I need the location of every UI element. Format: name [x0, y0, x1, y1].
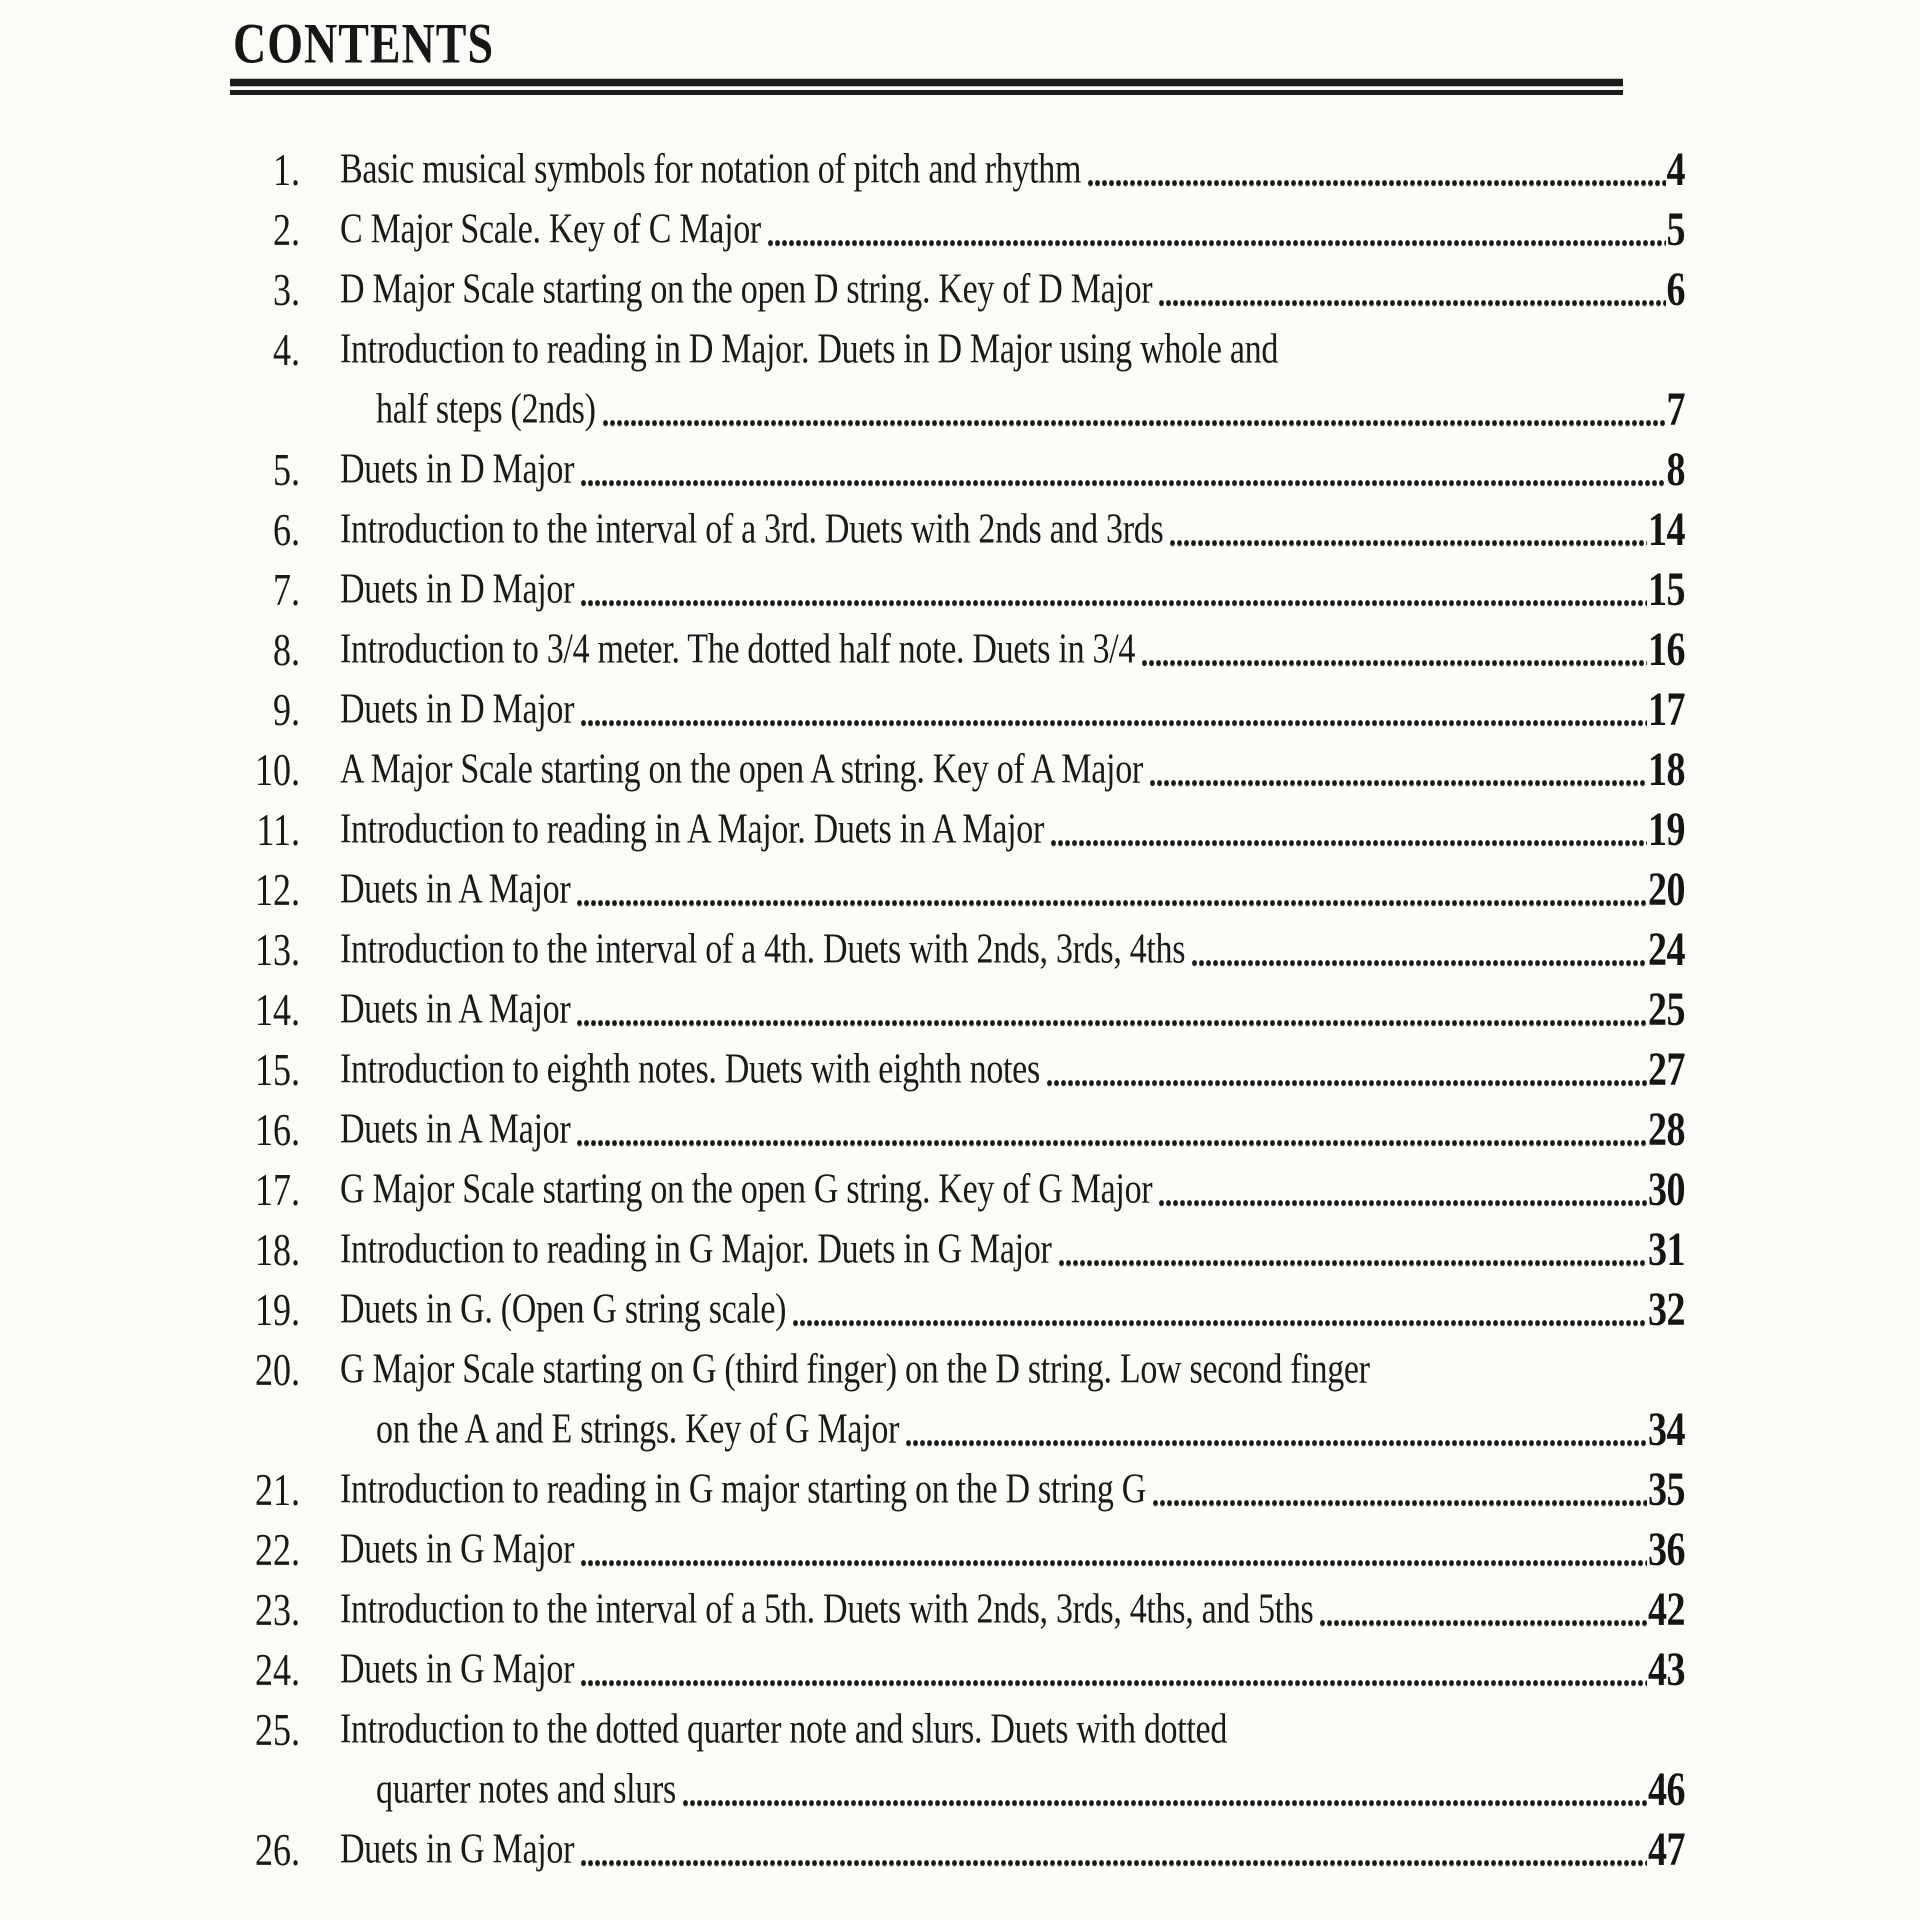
entry-content	[340, 1580, 1685, 1640]
entry-leader-line	[340, 440, 1685, 500]
entry-leader-line	[340, 1580, 1685, 1640]
entry-wrap-line	[340, 1700, 1685, 1760]
entry-title-text: Introduction to reading in G Major. Duets in G Major	[340, 1226, 1052, 1273]
entry-leader-line	[340, 1520, 1685, 1580]
entry-number: 25.	[255, 1705, 300, 1755]
entry-title-text: Introduction to reading in G major starting on the D string G	[340, 1466, 1147, 1513]
toc-entry	[232, 140, 1685, 200]
dot-leader	[1320, 1620, 1647, 1626]
toc-entry	[232, 1340, 1685, 1460]
entry-page-number: 42	[1648, 1583, 1685, 1637]
entry-page-number: 34	[1648, 1403, 1685, 1457]
entry-title-text: Introduction to reading in A Major. Duets in A Major	[340, 806, 1044, 853]
dot-leader	[581, 720, 1647, 726]
dot-leader	[793, 1320, 1647, 1326]
entry-leader-line	[340, 1760, 1685, 1820]
entry-content	[340, 1340, 1685, 1460]
entry-page-number: 8	[1666, 443, 1685, 497]
entry-page-number: 28	[1648, 1103, 1685, 1157]
entry-page-number: 14	[1648, 503, 1685, 557]
entry-number: 6.	[273, 505, 300, 555]
entry-number: 3.	[273, 265, 300, 315]
toc-entry	[232, 320, 1685, 440]
entry-leader-line	[340, 860, 1685, 920]
dot-leader	[768, 240, 1666, 246]
toc-entry	[232, 1640, 1685, 1700]
entry-title-text: half steps (2nds)	[376, 386, 596, 433]
entry-wrap-line	[340, 320, 1685, 380]
toc-entry	[232, 200, 1685, 260]
toc-entry	[232, 680, 1685, 740]
toc-entry	[232, 920, 1685, 980]
entry-page-number: 47	[1648, 1823, 1685, 1877]
entry-title-text: Duets in G Major	[340, 1826, 575, 1873]
entry-content	[340, 980, 1685, 1040]
entry-page-number: 31	[1648, 1223, 1685, 1277]
entry-page-number: 35	[1648, 1463, 1685, 1517]
entry-content	[340, 1100, 1685, 1160]
entry-number: 12.	[255, 865, 300, 915]
entry-title-text: Duets in G. (Open G string scale)	[340, 1286, 787, 1333]
dot-leader	[1150, 780, 1647, 786]
entry-leader-line	[340, 740, 1685, 800]
toc-entry	[232, 1460, 1685, 1520]
entry-title-text: C Major Scale. Key of C Major	[340, 206, 761, 253]
entry-number: 20.	[255, 1345, 300, 1395]
entry-wrap-line	[340, 1340, 1685, 1400]
entry-leader-line	[340, 1220, 1685, 1280]
entry-content	[340, 1220, 1685, 1280]
entry-number: 7.	[273, 565, 300, 615]
entry-title-text: G Major Scale starting on the open G string. Key of G Major	[340, 1166, 1153, 1213]
entry-content	[340, 1820, 1685, 1880]
entry-leader-line	[340, 560, 1685, 620]
entry-number: 10.	[255, 745, 300, 795]
entry-page-number: 46	[1648, 1763, 1685, 1817]
entry-number: 2.	[273, 205, 300, 255]
entry-content	[340, 1280, 1685, 1340]
dot-leader	[581, 1560, 1647, 1566]
dot-leader	[1192, 960, 1647, 966]
dot-leader	[1153, 1500, 1647, 1506]
toc-entry	[232, 1520, 1685, 1580]
toc-entry	[232, 1040, 1685, 1100]
entry-title-text: A Major Scale starting on the open A string. Key of A Major	[340, 746, 1143, 793]
entry-title-text: Introduction to the interval of a 5th. Duets with 2nds, 3rds, 4ths, and 5ths	[340, 1586, 1314, 1633]
dot-leader	[581, 1680, 1647, 1686]
entry-number: 9.	[273, 685, 300, 735]
entry-title-text: Introduction to eighth notes. Duets with eighth notes	[340, 1046, 1040, 1093]
entry-title-text: Introduction to reading in D Major. Duets in D Major using whole and	[340, 326, 1279, 373]
entry-leader-line	[340, 1460, 1685, 1520]
entry-content	[340, 860, 1685, 920]
entry-title-text: Duets in D Major	[340, 446, 575, 493]
dot-leader	[1051, 840, 1647, 846]
dot-leader	[683, 1800, 1647, 1806]
entry-title-text: Introduction to the interval of a 3rd. Duets with 2nds and 3rds	[340, 506, 1164, 553]
dot-leader	[1159, 300, 1665, 306]
entry-leader-line	[340, 260, 1685, 320]
entry-content	[340, 440, 1685, 500]
entry-content	[340, 1040, 1685, 1100]
entry-page-number: 43	[1648, 1643, 1685, 1697]
entry-leader-line	[340, 1100, 1685, 1160]
entry-number: 21.	[255, 1465, 300, 1515]
toc-entry	[232, 1580, 1685, 1640]
entry-number: 17.	[255, 1165, 300, 1215]
toc-entry	[232, 560, 1685, 620]
toc-entry	[232, 1820, 1685, 1880]
dot-leader	[577, 1140, 1647, 1146]
entry-content	[340, 320, 1685, 440]
entry-page-number: 20	[1648, 863, 1685, 917]
rule-bottom-line	[230, 90, 1623, 95]
entry-content	[340, 560, 1685, 620]
entry-page-number: 18	[1648, 743, 1685, 797]
entry-content	[340, 920, 1685, 980]
entry-leader-line	[340, 1820, 1685, 1880]
dot-leader	[581, 1860, 1647, 1866]
entry-page-number: 32	[1648, 1283, 1685, 1337]
toc-entry	[232, 620, 1685, 680]
entry-title-text: Introduction to 3/4 meter. The dotted half note. Duets in 3/4	[340, 626, 1136, 673]
entry-number: 26.	[255, 1825, 300, 1875]
toc-entry	[232, 1280, 1685, 1340]
entry-leader-line	[340, 500, 1685, 560]
entry-title-text: Duets in D Major	[340, 686, 575, 733]
entry-page-number: 24	[1648, 923, 1685, 977]
toc-entry	[232, 800, 1685, 860]
dot-leader	[577, 900, 1647, 906]
entry-title-text: D Major Scale starting on the open D string. Key of D Major	[340, 266, 1153, 313]
entry-content	[340, 1160, 1685, 1220]
entry-number: 19.	[255, 1285, 300, 1335]
toc-entry	[232, 1160, 1685, 1220]
entry-title-text: on the A and E strings. Key of G Major	[376, 1406, 900, 1453]
entry-number: 22.	[255, 1525, 300, 1575]
entry-number: 11.	[256, 805, 300, 855]
entry-title-text: quarter notes and slurs	[376, 1766, 676, 1813]
toc-entry	[232, 500, 1685, 560]
entry-number: 15.	[255, 1045, 300, 1095]
entry-content	[340, 1520, 1685, 1580]
entry-title-text: Duets in A Major	[340, 986, 571, 1033]
entry-leader-line	[340, 1280, 1685, 1340]
entry-number: 5.	[273, 445, 300, 495]
dot-leader	[603, 420, 1666, 426]
entry-leader-line	[340, 1040, 1685, 1100]
entry-page-number: 15	[1648, 563, 1685, 617]
entry-title-text: Duets in A Major	[340, 1106, 571, 1153]
entry-content	[340, 500, 1685, 560]
toc-entry	[232, 740, 1685, 800]
entry-page-number: 30	[1648, 1163, 1685, 1217]
entry-content	[340, 260, 1685, 320]
entry-leader-line	[340, 1160, 1685, 1220]
toc-entry	[232, 980, 1685, 1040]
entry-content	[340, 1700, 1685, 1820]
entry-title-text: G Major Scale starting on G (third finger) on the D string. Low second finger	[340, 1346, 1370, 1393]
toc-entry	[232, 860, 1685, 920]
entry-leader-line	[340, 380, 1685, 440]
entry-content	[340, 200, 1685, 260]
entry-page-number: 19	[1648, 803, 1685, 857]
entry-leader-line	[340, 680, 1685, 740]
dot-leader	[906, 1440, 1647, 1446]
entry-page-number: 6	[1666, 263, 1685, 317]
dot-leader	[1170, 540, 1647, 546]
entry-leader-line	[340, 980, 1685, 1040]
toc-entry	[232, 1220, 1685, 1280]
entry-leader-line	[340, 920, 1685, 980]
entry-page-number: 7	[1666, 383, 1685, 437]
entry-number: 16.	[255, 1105, 300, 1155]
entry-page-number: 25	[1648, 983, 1685, 1037]
dot-leader	[1142, 660, 1647, 666]
entry-number: 4.	[273, 325, 300, 375]
entry-page-number: 5	[1666, 203, 1685, 257]
entry-number: 18.	[255, 1225, 300, 1275]
entry-page-number: 36	[1648, 1523, 1685, 1577]
entry-page-number: 17	[1648, 683, 1685, 737]
entry-title-text: Duets in G Major	[340, 1646, 575, 1693]
entry-number: 13.	[255, 925, 300, 975]
entry-page-number: 4	[1666, 143, 1685, 197]
rule-top-line	[230, 79, 1623, 87]
entry-number: 24.	[255, 1645, 300, 1695]
dot-leader	[581, 480, 1665, 486]
toc-entry	[232, 440, 1685, 500]
entry-leader-line	[340, 140, 1685, 200]
entry-title-text: Duets in A Major	[340, 866, 571, 913]
entry-title-text: Introduction to the interval of a 4th. Duets with 2nds, 3rds, 4ths	[340, 926, 1186, 973]
page-title: CONTENTS	[233, 11, 495, 75]
dot-leader	[1159, 1200, 1647, 1206]
title-double-rule	[230, 79, 1623, 95]
dot-leader	[1047, 1080, 1647, 1086]
entry-leader-line	[340, 1400, 1685, 1460]
entry-content	[340, 680, 1685, 740]
dot-leader	[1088, 180, 1665, 186]
toc-entry	[232, 1100, 1685, 1160]
entry-page-number: 27	[1648, 1043, 1685, 1097]
dot-leader	[577, 1020, 1647, 1026]
entry-number: 14.	[255, 985, 300, 1035]
toc-entry	[232, 260, 1685, 320]
dot-leader	[581, 600, 1647, 606]
entry-number: 23.	[255, 1585, 300, 1635]
entry-content	[340, 620, 1685, 680]
entry-leader-line	[340, 620, 1685, 680]
entry-number: 1.	[273, 145, 300, 195]
dot-leader	[1059, 1260, 1648, 1266]
entry-leader-line	[340, 800, 1685, 860]
entry-title-text: Duets in G Major	[340, 1526, 575, 1573]
toc-entry	[232, 1700, 1685, 1820]
entry-content	[340, 1460, 1685, 1520]
entry-content	[340, 800, 1685, 860]
entry-content	[340, 740, 1685, 800]
entry-title-text: Basic musical symbols for notation of pitch and rhythm	[340, 146, 1082, 193]
entry-content	[340, 140, 1685, 200]
entry-title-text: Introduction to the dotted quarter note and slurs. Duets with dotted	[340, 1706, 1228, 1753]
entry-leader-line	[340, 1640, 1685, 1700]
toc-list	[232, 140, 1685, 1880]
entry-leader-line	[340, 200, 1685, 260]
entry-page-number: 16	[1648, 623, 1685, 677]
entry-content	[340, 1640, 1685, 1700]
entry-title-text: Duets in D Major	[340, 566, 575, 613]
entry-number: 8.	[273, 625, 300, 675]
